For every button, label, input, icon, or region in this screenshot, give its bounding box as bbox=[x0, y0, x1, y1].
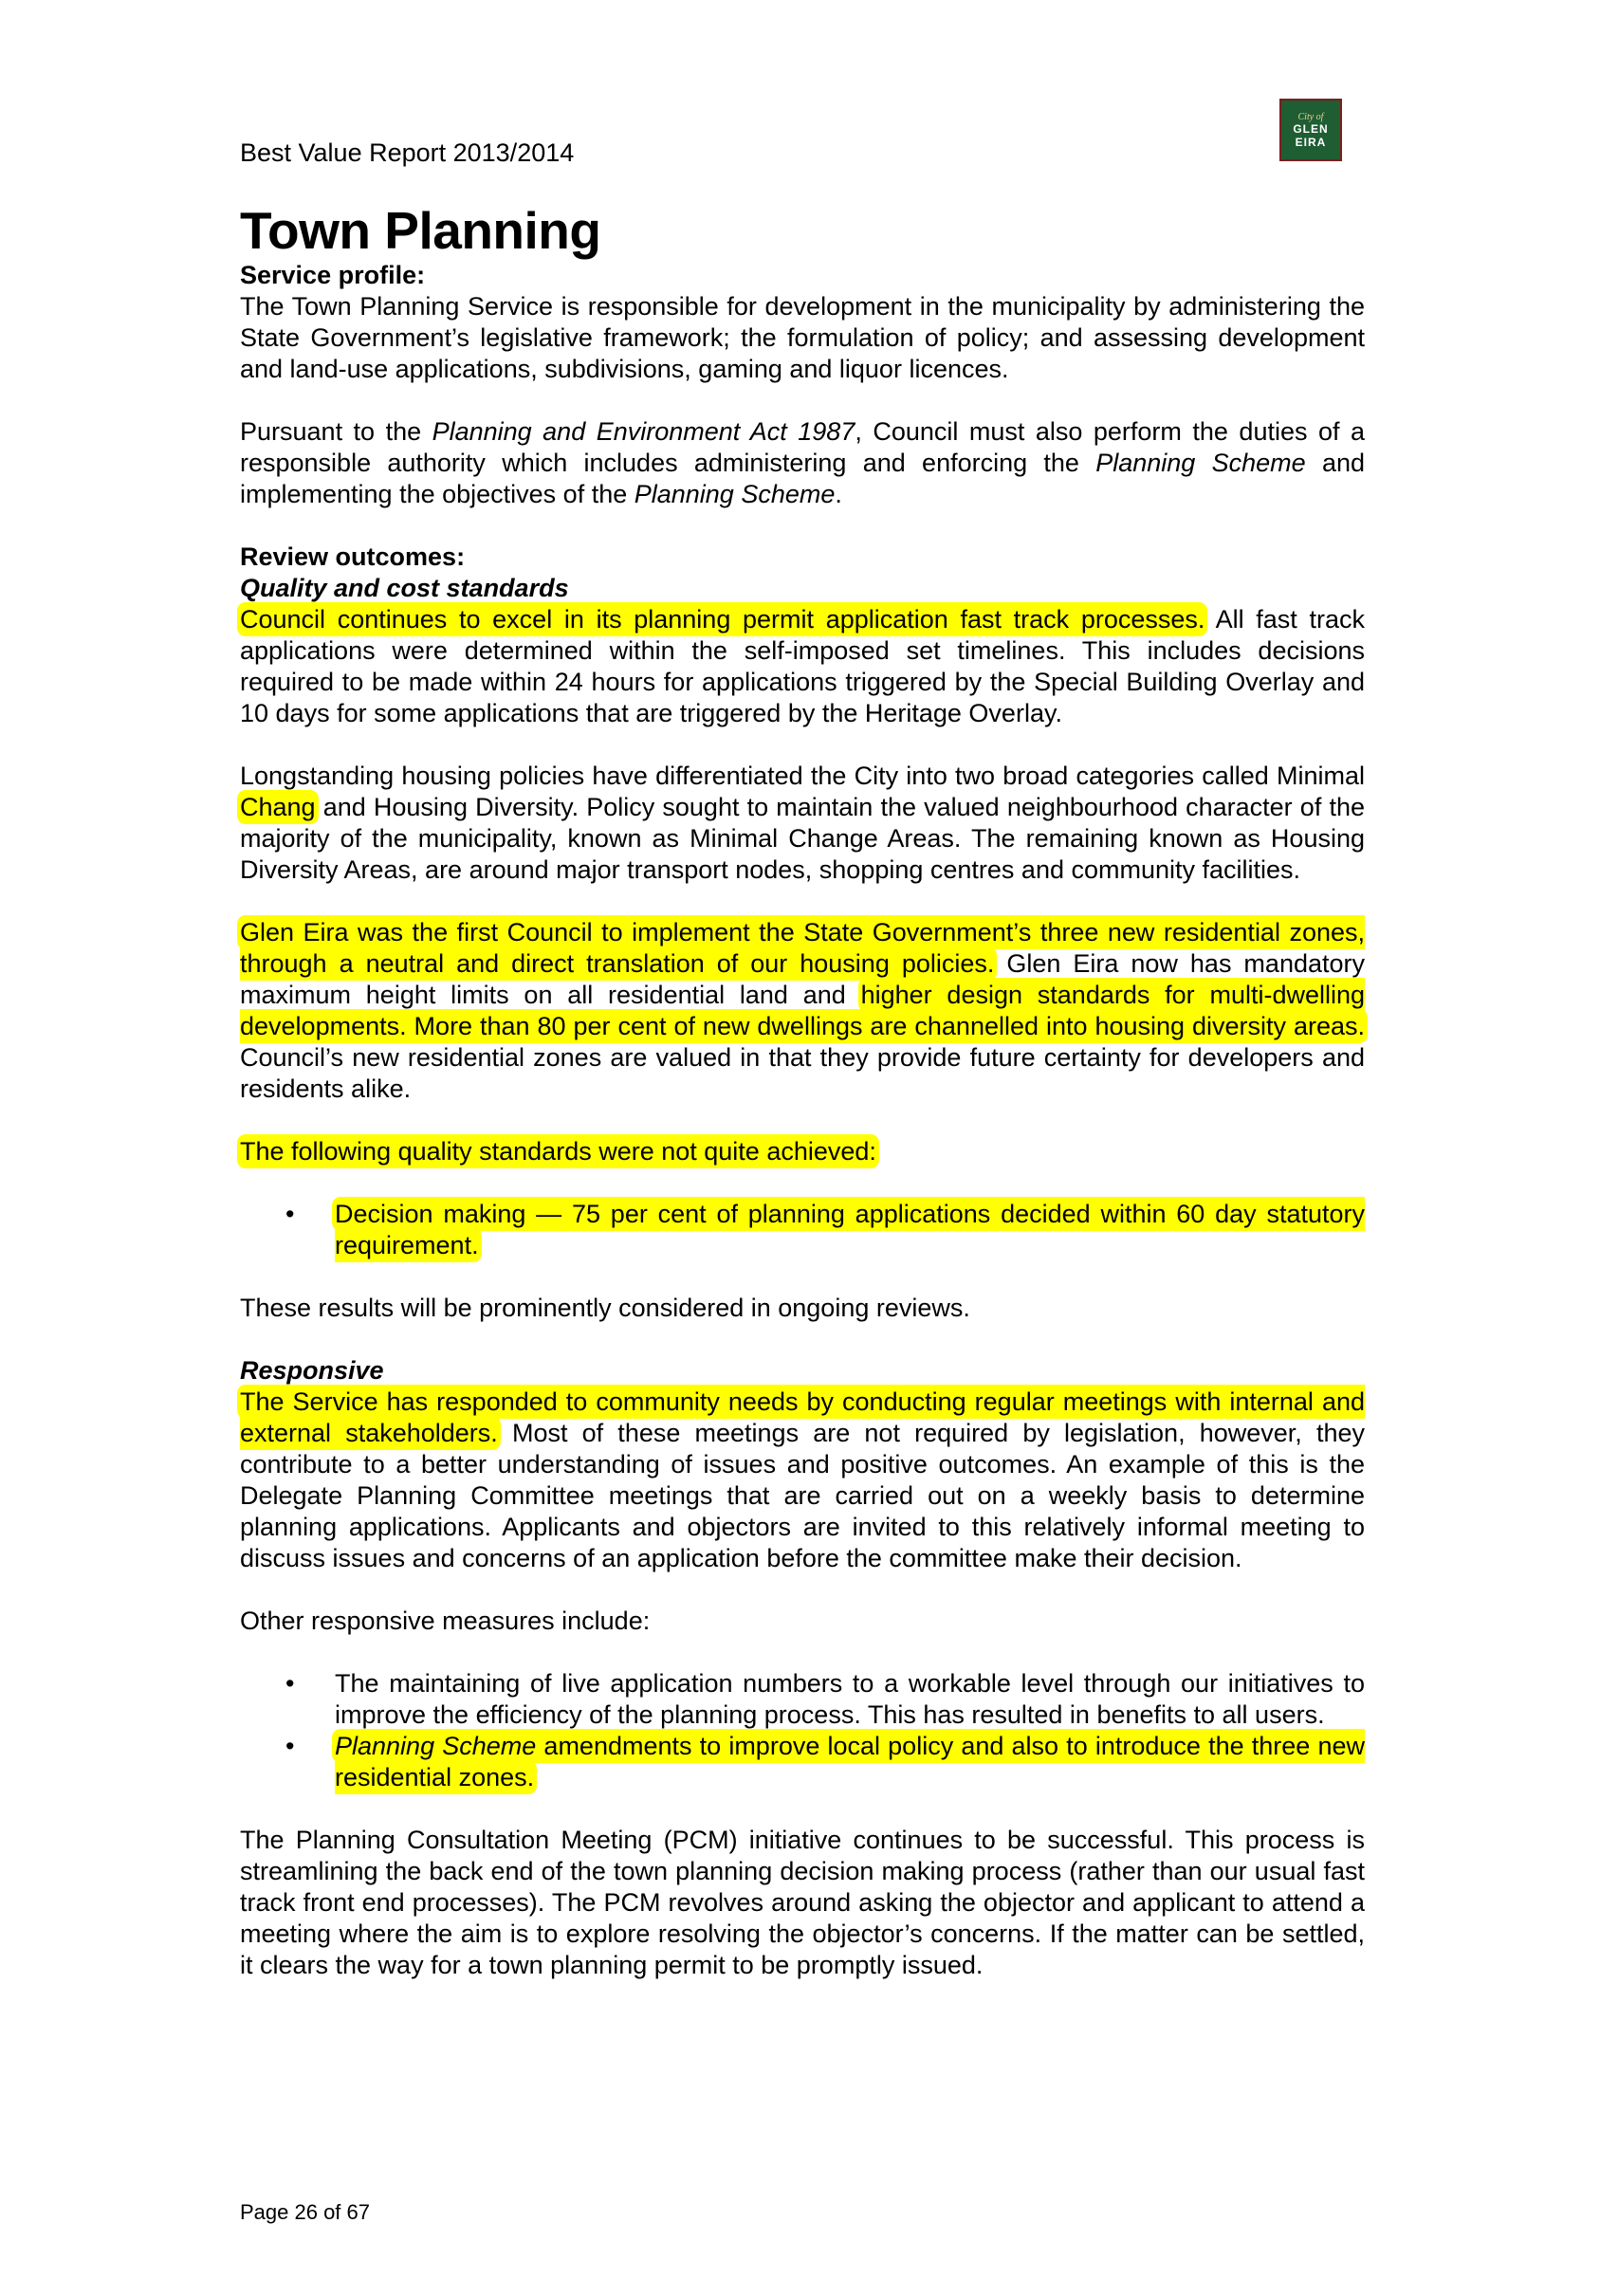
text: and Housing Diversity. Policy sought to maintain the valued neighbourhood character of the majority of the municipality, known as Minimal Change Areas. The remaining known as Housing Diversity Areas, are around major transport nodes, shopping centres and community facilities. bbox=[240, 793, 1365, 884]
page-number: Page 26 of 67 bbox=[240, 2200, 371, 2224]
quality-bullet-list bbox=[240, 1199, 1365, 1261]
quality-heading: Quality and cost standards bbox=[240, 574, 569, 602]
text: , Council must also perform the duties of a responsible authority which includes administering and enforcing the bbox=[240, 417, 1365, 477]
highlight: Decision making — 75 per cent of planning applications decided within 60 day statutory requirement. bbox=[335, 1200, 1365, 1259]
service-profile-paragraph-2 bbox=[240, 416, 1365, 510]
responsive-paragraph-2: Other responsive measures include: bbox=[240, 1607, 651, 1635]
text: Council’s new residential zones are valued in that they provide future certainty for developers and residents alike. bbox=[240, 1043, 1365, 1103]
page-title: Town Planning bbox=[240, 201, 601, 260]
responsive-paragraph-1 bbox=[240, 1387, 1365, 1574]
service-profile-paragraph-1: The Town Planning Service is responsible for development in the municipality by administering the State Government’s legislative framework; the formulation of policy; and assessing development and land-use applications, subdivisions, gaming and liquor licences. bbox=[240, 292, 1365, 383]
highlight bbox=[335, 1732, 1365, 1791]
text: All fast track applications were determined within the self-imposed set timelines. This includes decisions required to be made within 24 hours for applications triggered by the Special Building Overlay and 10 days for some applications that are triggered by the Heritage Overlay. bbox=[240, 605, 1365, 727]
text: . bbox=[835, 480, 842, 508]
scheme-name: Planning Scheme bbox=[1095, 449, 1306, 477]
text: Longstanding housing policies have differentiated the City into two broad categories called Minimal bbox=[240, 762, 1365, 790]
text: amendments to improve local policy and also to introduce the three new residential zones. bbox=[335, 1732, 1365, 1791]
text: Most of these meetings are not required by legislation, however, they contribute to a better understanding of issues and positive outcomes. An example of this is the Delegate Planning Committee meetings that are carried out on a weekly basis to determine planning applications. Applicants and objectors are invited to this relatively informal meeting to discuss issues and concerns of an application before the committee make their decision. bbox=[240, 1419, 1365, 1572]
review-outcomes-heading: Review outcomes: bbox=[240, 542, 466, 571]
list-item bbox=[335, 1199, 1365, 1261]
highlight: Chang bbox=[240, 793, 316, 821]
quality-paragraph-5: These results will be prominently considered in ongoing reviews. bbox=[240, 1294, 970, 1322]
quality-paragraph-1 bbox=[240, 604, 1365, 729]
glen-eira-logo bbox=[1279, 99, 1342, 161]
text: Pursuant to the bbox=[240, 417, 432, 446]
highlight: Glen Eira was the first Council to implement the State Government’s three new residential zones, through a neutral and direct translation of our housing policies. bbox=[240, 918, 1365, 978]
list-item: • The maintaining of live application numbers to a workable level through our initiatives to improve the efficiency of the planning process. This has resulted in benefits to all users. bbox=[335, 1668, 1365, 1731]
act-name: Planning and Environment Act 1987 bbox=[432, 417, 855, 446]
report-title: Best Value Report 2013/2014 bbox=[240, 138, 575, 167]
quality-paragraph-2 bbox=[240, 761, 1365, 886]
logo-eira: EIRA bbox=[1295, 135, 1327, 149]
responsive-paragraph-3: The Planning Consultation Meeting (PCM) initiative continues to be successful. This process is streamlining the back end of the town planning decision making process (rather than our usual fast track front end processes). The PCM revolves around asking the objector and applicant to attend a meeting where the aim is to explore resolving the objector’s concerns. If the matter can be settled, it clears the way for a town planning permit to be promptly issued. bbox=[240, 1826, 1365, 1979]
text: and implementing the objectives of the bbox=[240, 449, 1365, 508]
highlight: The following quality standards were not quite achieved: bbox=[240, 1137, 876, 1166]
service-profile-heading: Service profile: bbox=[240, 261, 426, 289]
list-item bbox=[335, 1731, 1365, 1793]
text: Glen Eira now has mandatory maximum height limits on all residential land and bbox=[240, 949, 1366, 1009]
logo-glen: GLEN bbox=[1293, 121, 1329, 136]
content bbox=[240, 201, 1365, 1981]
responsive-heading: Responsive bbox=[240, 1356, 384, 1385]
scheme-name: Planning Scheme bbox=[335, 1732, 537, 1760]
scheme-name: Planning Scheme bbox=[634, 480, 836, 508]
quality-paragraph-3 bbox=[240, 917, 1365, 1105]
highlight: higher design standards for multi-dwelling developments. More than 80 per cent of new dwellings are channelled into housing diversity areas. bbox=[240, 981, 1366, 1040]
responsive-bullet-list bbox=[240, 1668, 1365, 1793]
logo-city-of: City of bbox=[1297, 111, 1324, 122]
highlight: The Service has responded to community needs by conducting regular meetings with internal and external stakeholders. bbox=[240, 1387, 1365, 1447]
highlight: Council continues to excel in its planning permit application fast track processes. bbox=[240, 605, 1205, 634]
quality-paragraph-4 bbox=[240, 1136, 1365, 1167]
